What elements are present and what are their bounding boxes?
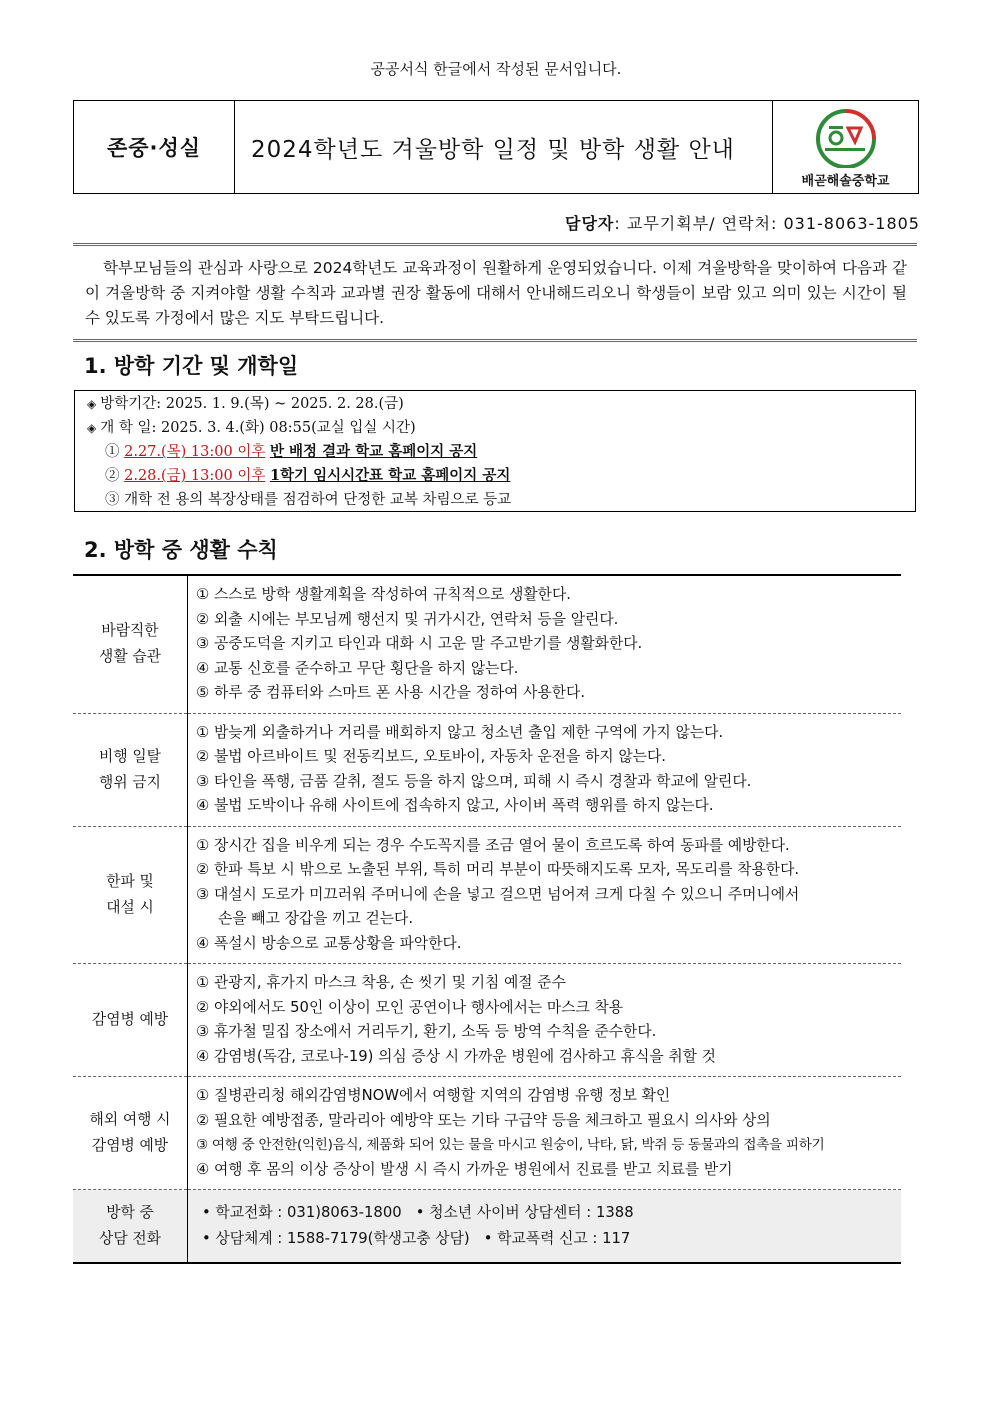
diamond-bullet-icon: ◈ [87,397,97,411]
notice-text: 1학기 임시시간표 학교 홈페이지 공지 [269,467,511,484]
list-item: ① 질병관리청 해외감염병NOW에서 여행할 지역의 감염병 유행 정보 확인 [196,1087,671,1104]
school-name: 배곧해솔중학교 [801,173,890,189]
list-item: 손을 빼고 장갑을 끼고 걷는다. [218,910,414,927]
list-item: ③ 여행 중 안전한(익힌)음식, 제품화 되어 있는 물을 마시고 원숭이, 낙타, 닭, 박쥐 등 동물과의 접촉을 피하기 [196,1137,825,1153]
rule-items [188,575,902,713]
table-row [73,826,901,964]
notice-num: ② [105,468,120,484]
list-item: ② 외출 시에는 부모님께 행선지 및 귀가시간, 연락처 등을 알린다. [196,610,619,628]
counsel-line: • 학교전화 : 031)8063-1800 • 청소년 사이버 상담센터 : 1388 [202,1204,634,1221]
list-item: ③ 대설시 도로가 미끄러워 주머니에 손을 넣고 걸으면 넘어져 크게 다칠 수 있으니 주머니에서 [196,885,800,903]
document-header [73,100,919,194]
notice-row-2 [87,464,903,488]
table-row [73,1077,901,1190]
rule-category: 비행 일탈 행위 금지 [73,713,188,826]
vacation-period-box [74,390,916,512]
table-row [73,1190,901,1264]
rule-items [188,713,902,826]
list-item: ① 관광지, 휴가지 마스크 착용, 손 씻기 및 기침 예절 준수 [196,974,566,991]
list-item: ③ 휴가철 밀집 장소에서 거리두기, 환기, 소독 등 방역 수칙을 준수한다. [196,1023,657,1040]
contact-value: : 교무기획부/ 연락처: 031-8063-1805 [614,214,920,233]
list-item: ④ 불법 도박이나 유해 사이트에 접속하지 않고, 사이버 폭력 행위를 하지 않는다. [196,797,714,814]
notice-num: ① [105,444,120,460]
top-note: 공공서식 한글에서 작성된 문서입니다. [370,60,622,78]
list-item: ① 장시간 집을 비우게 되는 경우 수도꼭지를 조금 열어 물이 흐르도록 하여 동파를 예방한다. [196,836,790,854]
section1-title: 1. 방학 기간 및 개학일 [84,354,299,378]
notice-num: ③ [105,492,120,508]
notice-row-1 [87,440,903,464]
contact-label: 담당자 [565,214,615,233]
list-item: ④ 교통 신호를 준수하고 무단 횡단을 하지 않는다. [196,659,519,677]
rule-items [188,826,902,964]
opening-day: 개 학 일: 2025. 3. 4.(화) 08:55(교실 입실 시간) [100,420,416,436]
list-item: ④ 감염병(독감, 코로나-19) 의심 증상 시 가까운 병원에 검사하고 휴식을 취할 것 [196,1047,716,1065]
counsel-line: • 상담체계 : 1588-7179(학생고충 상담) • 학교폭력 신고 : 117 [202,1230,631,1247]
intro-text: 학부모님들의 관심과 사랑으로 2024학년도 교육과정이 원활하게 운영되었습니다. 이제 겨울방학을 맞이하여 다음과 같이 겨울방학 중 지켜야할 생활 수칙과 교과별 권장 활동에 대해서 안내해드리오니 학생들이 보람 있고 의미 있는 시간이 될 수 있도록 가정에서 많은 지도 부탁드립니다. [85,259,907,327]
intro-paragraph [73,243,917,342]
list-item: ③ 공중도덕을 지키고 타인과 대화 시 고운 말 주고받기를 생활화한다. [196,635,643,652]
list-item: ③ 타인을 폭행, 금품 갈취, 절도 등을 하지 않으며, 피해 시 즉시 경찰과 학교에 알린다. [196,772,752,790]
school-motto: 존중·성실 [74,101,235,193]
notice-text: 개학 전 용의 복장상태를 점검하여 단정한 교복 차림으로 등교 [124,492,512,508]
list-item: ② 불법 아르바이트 및 전동킥보드, 오토바이, 자동차 운전을 하지 않는다. [196,748,666,765]
counsel-category: 방학 중 상담 전화 [73,1190,188,1264]
counsel-lines [188,1190,902,1264]
rule-category: 바람직한 생활 습관 [73,575,188,713]
list-item: ② 한파 특보 시 밖으로 노출된 부위, 특히 머리 부분이 따뜻해지도록 모자, 목도리를 착용한다. [196,861,800,878]
rule-category: 감염병 예방 [73,964,188,1077]
contact-info [565,211,920,234]
rule-items [188,1077,902,1190]
rules-table [73,574,901,1264]
diamond-bullet-icon: ◈ [87,421,97,435]
list-item: ② 야외에서도 50인 이상이 모인 공연이나 행사에서는 마스크 착용 [196,998,624,1016]
school-logo-icon [811,106,881,168]
notice-text: 반 배정 결과 학교 홈페이지 공지 [269,443,478,460]
section2-title: 2. 방학 중 생활 수칙 [84,538,278,562]
list-item: ② 필요한 예방접종, 말라리아 예방약 또는 기타 구급약 등을 체크하고 필요시 의사와 상의 [196,1111,771,1129]
table-row [73,713,901,826]
list-item: ① 스스로 방학 생활계획을 작성하여 규칙적으로 생활한다. [196,586,571,603]
opening-row [87,416,903,440]
list-item: ⑤ 하루 중 컴퓨터와 스마트 폰 사용 시간을 정하여 사용한다. [196,684,586,701]
notice-date: 2.28.(금) 13:00 이후 [124,468,266,484]
vacation-period: 방학기간: 2025. 1. 9.(목) ~ 2025. 2. 28.(금) [100,396,404,412]
rule-category: 해외 여행 시 감염병 예방 [73,1077,188,1190]
list-item: ④ 여행 후 몸의 이상 증상이 발생 시 즉시 가까운 병원에서 진료를 받고 치료를 받기 [196,1160,733,1178]
list-item: ① 밤늦게 외출하거나 거리를 배회하지 않고 청소년 출입 제한 구역에 가지 않는다. [196,723,724,741]
notice-date: 2.27.(목) 13:00 이후 [124,444,266,460]
list-item: ④ 폭설시 방송으로 교통상황을 파악한다. [196,934,462,952]
school-logo-cell [772,101,918,193]
rule-category: 한파 및 대설 시 [73,826,188,964]
table-row [73,964,901,1077]
table-row [73,575,901,713]
notice-row-3 [87,488,903,512]
document-title: 2024학년도 겨울방학 일정 및 방학 생활 안내 [251,136,735,163]
rule-items [188,964,902,1077]
period-row [87,392,903,416]
